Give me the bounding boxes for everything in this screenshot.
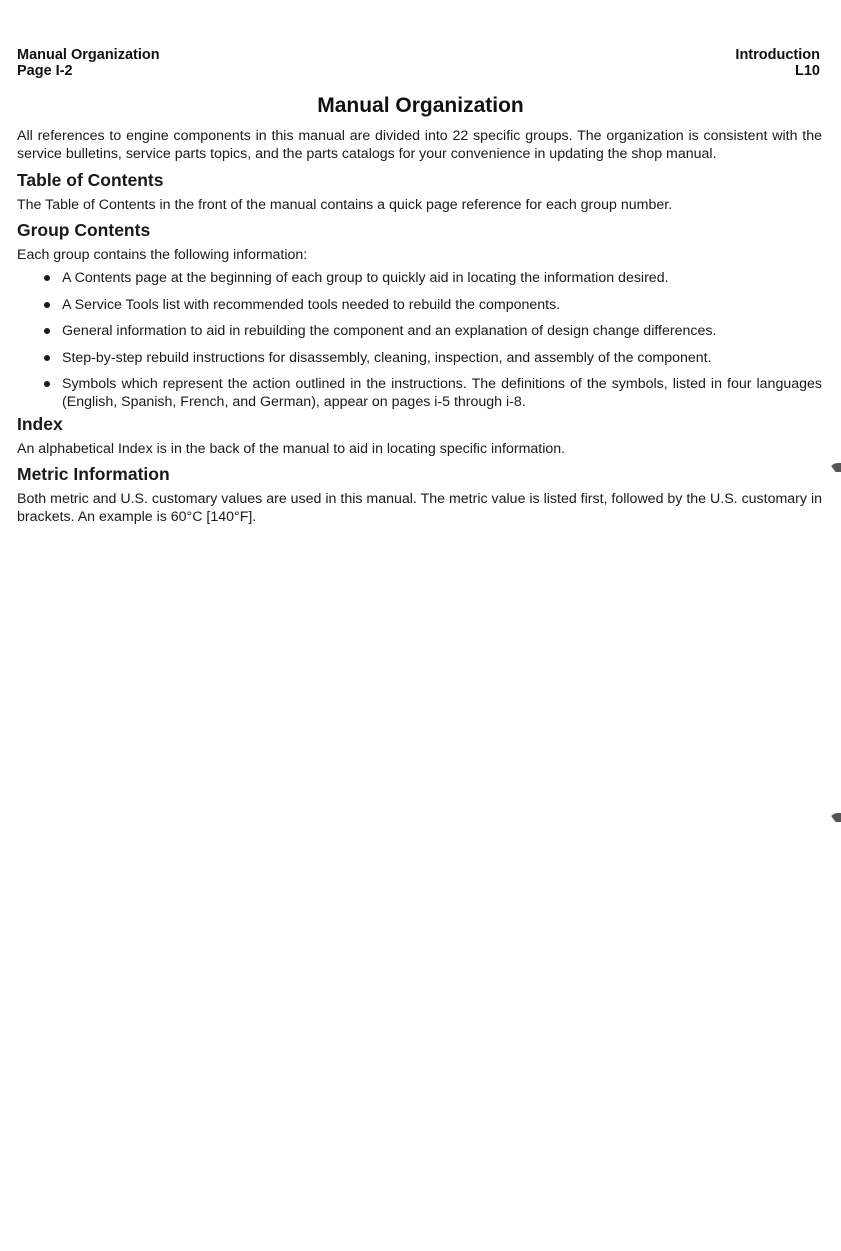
list-item: A Contents page at the beginning of each group to quickly aid in locating the information desired. <box>17 269 822 287</box>
section-heading: Index <box>17 414 63 434</box>
header-section-title: Manual Organization <box>17 47 160 63</box>
section-text: An alphabetical Index is in the back of the manual to aid in locating specific information. <box>17 441 566 457</box>
section-heading: Table of Contents <box>17 170 164 190</box>
binder-hole-mark-icon <box>829 463 841 472</box>
bullet-icon <box>44 355 50 361</box>
list-item: A Service Tools list with recommended tools needed to rebuild the components. <box>17 296 822 314</box>
list-item: General information to aid in rebuilding the component and an explanation of design change differences. <box>17 322 822 340</box>
section-table-of-contents <box>17 169 822 214</box>
section-heading: Group Contents <box>17 220 151 240</box>
running-header-left <box>17 47 160 79</box>
running-header-right <box>735 47 820 79</box>
bullet-icon <box>44 328 50 334</box>
section-text: Both metric and U.S. customary values are used in this manual. The metric value is listed first, followed by the U.S. customary in brackets. An example is 60°C [140°F]. <box>17 491 822 525</box>
header-page-number: Page I-2 <box>17 63 73 79</box>
header-model: L10 <box>795 63 820 79</box>
list-item: Step-by-step rebuild instructions for disassembly, cleaning, inspection, and assembly of the component. <box>17 349 822 367</box>
binder-hole-mark-icon <box>829 813 841 822</box>
header-chapter: Introduction <box>735 47 820 63</box>
bullet-icon <box>44 275 50 281</box>
bullet-list <box>17 269 822 411</box>
intro-paragraph: All references to engine components in this manual are divided into 22 specific groups. The organization is consistent with the service bulletins, service parts topics, and the parts catalogs for your convenience in updating the shop manual. <box>17 128 822 162</box>
section-group-contents <box>17 219 822 411</box>
section-metric-information <box>17 463 822 526</box>
section-text: The Table of Contents in the front of the manual contains a quick page reference for each group number. <box>17 197 673 213</box>
page-title: Manual Organization <box>317 94 524 117</box>
page-body <box>17 127 822 531</box>
section-heading: Metric Information <box>17 464 170 484</box>
bullet-icon <box>44 381 50 387</box>
section-index <box>17 413 822 458</box>
bullet-icon <box>44 302 50 308</box>
list-item: Symbols which represent the action outlined in the instructions. The definitions of the symbols, listed in four languages (English, Spanish, French, and German), appear on pages i-5 through i-8. <box>17 375 822 411</box>
section-text: Each group contains the following information: <box>17 247 308 263</box>
